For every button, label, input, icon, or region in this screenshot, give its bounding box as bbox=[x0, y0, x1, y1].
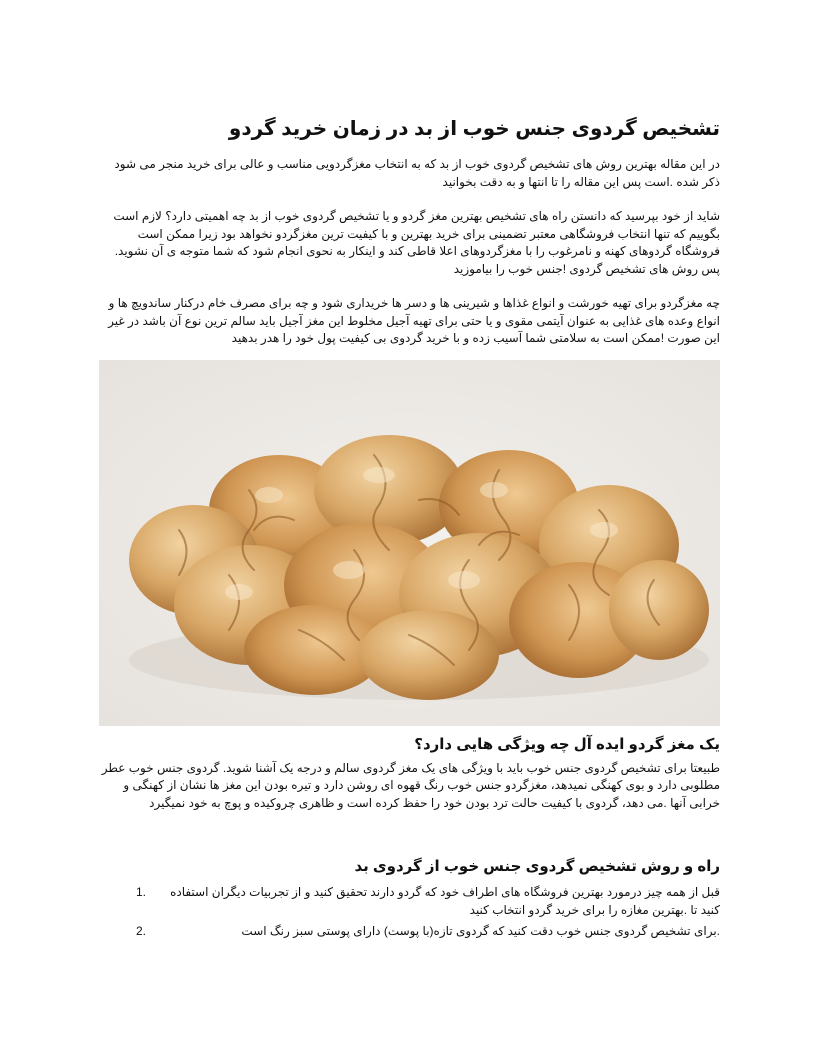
intro-paragraph: در این مقاله بهترین روش های تشخیص گردوی خوب از بد که به انتخاب مغزگردویی مناسب و عالی برای خرید منجر می شود ذکر شده .است پس این مقاله را تا انتها و به دقت بخوانید bbox=[114, 157, 720, 189]
list-item bbox=[96, 923, 720, 941]
section-heading-identification: راه و روش تشخیص گردوی جنس خوب از گردوی بد bbox=[354, 858, 720, 875]
identification-list bbox=[96, 884, 720, 941]
page-title: تشخیص گردوی جنس خوب از بد در زمان خرید گردو bbox=[228, 118, 720, 140]
list-item-text: قبل از همه چیز درمورد بهترین فروشگاه های اطراف خود که گردو دارند تحقیق کنید و از تجربیات دیگران استفاده کنید تا .بهترین مغازه را برای خرید گردو انتخاب کنید bbox=[170, 885, 720, 917]
importance-paragraph: شاید از خود بپرسید که دانستن راه های تشخیص بهترین مغز گردو و یا تشخیص گردوی خوب از بد چه اهمیتی دارد؟ لازم است بگوییم که تنها انتخاب فروشگاهی معتبر تضمینی برای خرید بهترین و با کیفیت ترین مغزگردو نخواهد بود زیرا ممکن است فروشگاه گردوهای کهنه و نامرغوب را با مغزگردوهای اعلا قاطی کند و اینکار به نحوی انجام شود که شما متوجه ی آن نشوید. پس روش های تشخیص گردوی !جنس خوب را بیاموزید bbox=[113, 209, 720, 276]
list-item bbox=[96, 884, 720, 919]
walnuts-photo bbox=[99, 360, 720, 726]
ideal-walnut-paragraph: طبیعتا برای تشخیص گردوی جنس خوب باید با ویژگی های یک مغز گردوی سالم و درجه یک آشنا شوید. گردوی جنس خوب عطر مطلوبی دارد و بوی کهنگی نمیدهد، مغزگردو جنس خوب رنگ قهوه ای روشن دارد و تیره بودن این مغز ها نشان از کهنگی و خرابی آنها .می دهد، گردوی با کیفیت حالت ترد بودن خود را حفظ کرده است و ظاهری چروکیده و پوچ به خود نمیگیرد bbox=[101, 760, 720, 810]
usage-paragraph: چه مغزگردو برای تهیه خورشت و انواع غذاها و شیرینی ها و دسر ها خریداری شود و چه برای مصرف خام درکنار ساندویچ ها و انواع وعده های غذایی به عنوان آیتمی مقوی و یا حتی برای تهیه آجیل مخلوط این مغز آجیل باید سالم ترین نوع آن باشد در غیر این صورت !ممکن است به سلامتی شما آسیب زده و با خرید گردوی بی کیفیت پول خود را هدر بدهید bbox=[108, 296, 720, 345]
list-item-text: .برای تشخیص گردوی جنس خوب دقت کنید که گردوی تازه(با پوست) دارای پوستی سبز رنگ است bbox=[241, 924, 720, 938]
list-item-number: 2. bbox=[136, 924, 147, 938]
section-heading-ideal-walnut: یک مغز گردو ایده آل چه ویژگی هایی دارد؟ bbox=[414, 735, 720, 753]
document-page bbox=[96, 116, 720, 945]
list-item-number: 1. bbox=[136, 885, 147, 899]
